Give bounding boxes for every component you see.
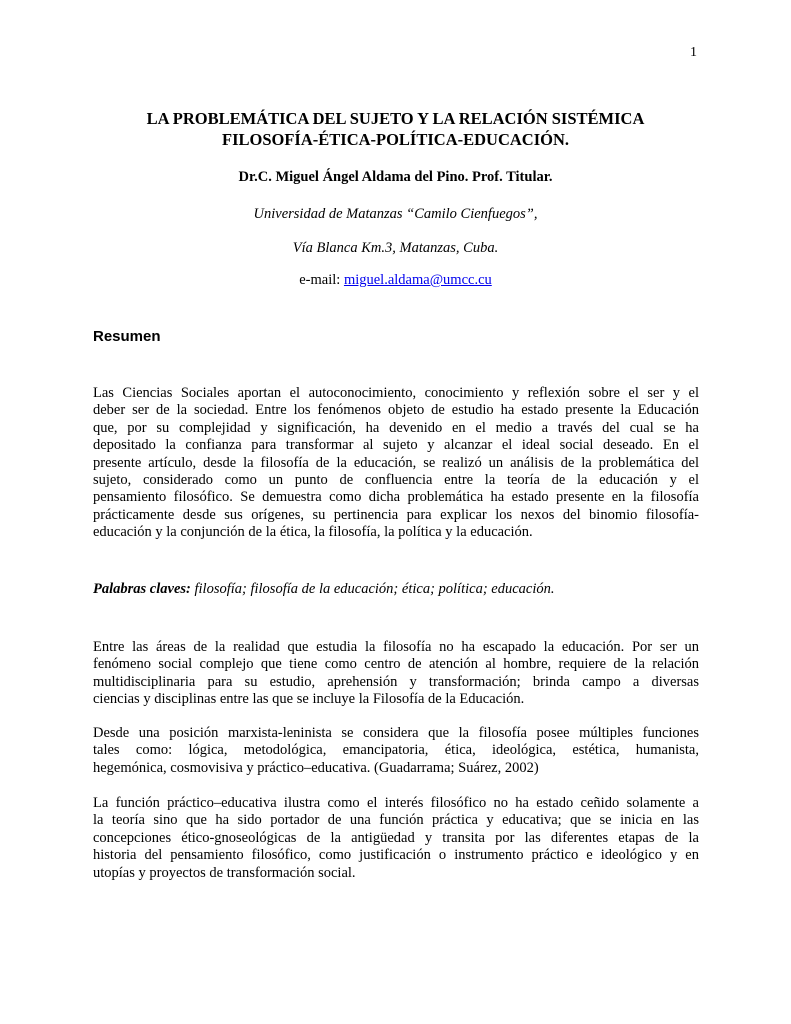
text-line: Desde una posición marxista-leninista se considera que la filosofía posee múltiples funciones xyxy=(93,725,699,741)
author-line: Dr.C. Miguel Ángel Aldama del Pino. Prof. Titular. xyxy=(238,169,553,185)
paper-title xyxy=(93,108,698,150)
body-paragraph xyxy=(93,725,699,777)
text-line: pensamiento filosófico. Se demuestra como dicha problemática ha estado presente en la filosofía xyxy=(93,489,699,506)
text-line: deber ser de la sociedad. Entre los fenómenos objeto de estudio ha estado presente la Educación xyxy=(93,402,699,419)
body-paragraph xyxy=(93,795,699,882)
keywords-label: Palabras claves: xyxy=(93,581,191,597)
email-label: e-mail: xyxy=(299,272,344,288)
text-line: presente artículo, desde la filosofía de la educación, se realizó un análisis de la problemática del xyxy=(93,454,699,471)
text-line: fenómeno social complejo que tiene como centro de atención al hombre, requiere de la relación xyxy=(93,656,699,673)
text-line: depositado la confianza para transformar al sujeto y alcanzar el ideal social deseado. En el xyxy=(93,437,699,454)
text-line: hegemónica, cosmovisiva y práctico–educativa. (Guadarrama; Suárez, 2002) xyxy=(93,759,539,776)
text-line: La función práctico–educativa ilustra como el interés filosófico no ha estado ceñido solamente a xyxy=(93,795,699,811)
abstract-paragraph xyxy=(93,385,699,542)
text-line: Entre las áreas de la realidad que estudia la filosofía no ha escapado la educación. Por ser un xyxy=(93,639,699,655)
text-line: sujeto, considerado como un punto de confluencia entre la teoría de la educación y el xyxy=(93,471,699,488)
address-line: Vía Blanca Km.3, Matanzas, Cuba. xyxy=(292,240,499,256)
keywords-line xyxy=(93,581,555,598)
email-link[interactable]: miguel.aldama@umcc.cu xyxy=(343,272,492,288)
text-line: utopías y proyectos de transformación social. xyxy=(93,864,356,881)
text-line: ciencias y disciplinas entre las que se incluye la Filosofía de la Educación. xyxy=(93,691,525,708)
text-line: que, por su complejidad y significación, ha devenido en el medio a través del cual se ha xyxy=(93,419,699,436)
text-line: historia del pensamiento filosófico, como justificación o instrumento práctico e ideológico y en xyxy=(93,847,699,864)
affiliation-line: Universidad de Matanzas “Camilo Cienfuegos”, xyxy=(253,206,538,222)
text-line: la teoría sino que ha sido portador de una función práctica y educativa; que se inicia en las xyxy=(93,812,699,829)
body-paragraph xyxy=(93,639,699,709)
text-line: tales como: lógica, metodológica, emancipatoria, ética, ideológica, estética, humanista, xyxy=(93,742,699,759)
text-line: prácticamente desde sus orígenes, su pertinencia para explicar los nexos del binomio filosofía- xyxy=(93,506,699,523)
text-line: Las Ciencias Sociales aportan el autoconocimiento, conocimiento y reflexión sobre el ser y el xyxy=(93,385,699,401)
email-line xyxy=(93,272,698,289)
title-line: FILOSOFÍA-ÉTICA-POLÍTICA-EDUCACIÓN. xyxy=(222,130,569,149)
title-line: LA PROBLEMÁTICA DEL SUJETO Y LA RELACIÓN SISTÉMICA xyxy=(146,109,645,128)
text-line: multidisciplinaria para su estudio, aprehensión y transformación; brinda campo a diversas xyxy=(93,673,699,690)
keywords-text: filosofía; filosofía de la educación; ética; política; educación. xyxy=(190,581,555,597)
text-line: concepciones ético-gnoseológicas de la antigüedad y transita por las diferentes etapas de la xyxy=(93,829,699,846)
text-line: educación y la conjunción de la ética, la filosofía, la política y la educación. xyxy=(93,524,533,541)
abstract-heading: Resumen xyxy=(93,328,161,345)
page-number: 1 xyxy=(690,45,697,60)
